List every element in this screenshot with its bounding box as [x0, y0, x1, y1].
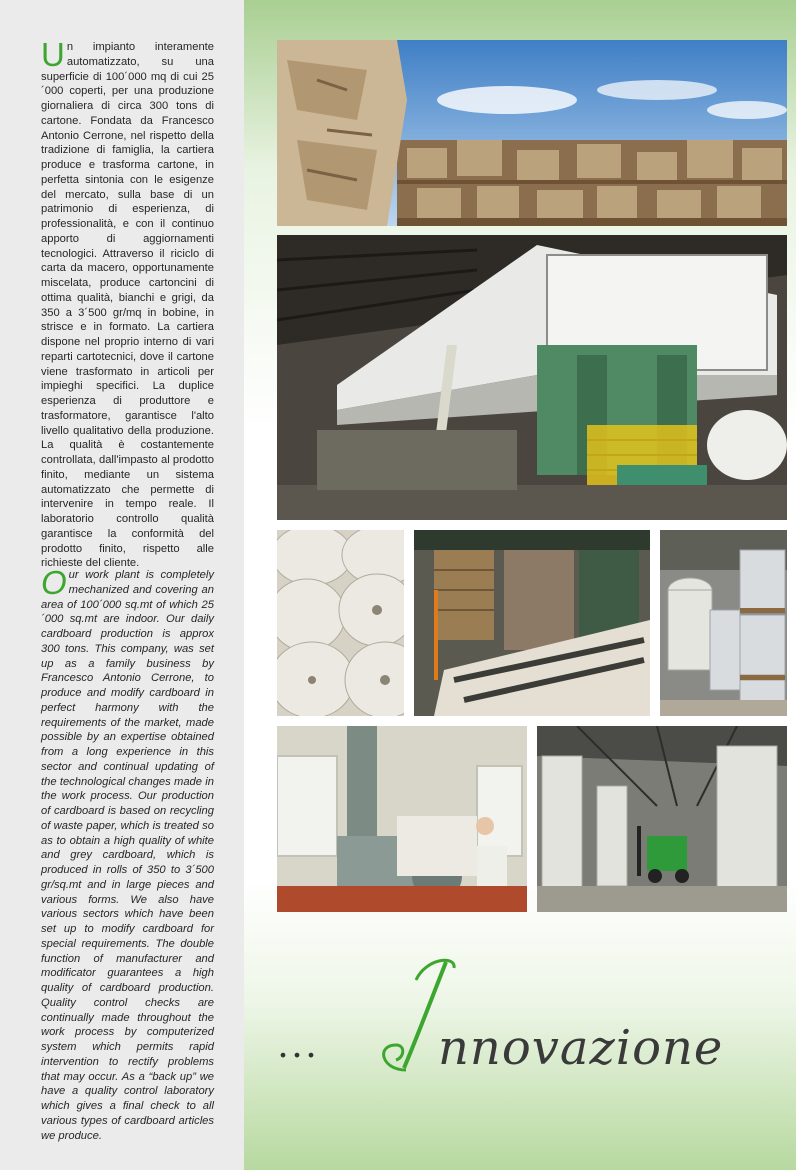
photo-production-line [414, 530, 650, 716]
headline-innovazione [278, 950, 778, 1080]
photo-cutting-machine [277, 726, 527, 912]
photo-warehouse-stacks [660, 530, 787, 716]
english-text [41, 564, 214, 1143]
italian-text [41, 36, 214, 571]
english-body: ur work plant is completely mechanized and covering an area of 100´000 sq.mt of which 25´000 sq.mt are indoor. Our daily cardboard production is approx 300 tons. This company, was set up as a family business by Francesco Antonio Cerrone, to produce and modify cardboard in perfect harmony with the requirements of the market, made possible by an expertise obtained from a long experience in this sector and continual updating of the technological changes made in the work process. Our production of cardboard is based on recycling of waste paper, which is treated so as to obtain a high quality of white and grey cardboard, which is produced in rolls of 350 to 3´500 gr/sq.mt and in large pieces and various forms. We also have various sectors which have been set up to modify cardboard for special requirements. The double function of manufacturer and modificator guarantees a high quality of cardboard production. Quality control checks are continually made throughout the work process by computerized system which permits rapid intervention to rectify problems that may occur. As a “back up” we have a quality control laboratory which gives a final check to all various types of cardboard articles we produce. [41, 569, 214, 1142]
headline-dots: ... [278, 1021, 320, 1066]
italian-body: n impianto interamente automatizzato, su una superficie di 100´000 mq di cui 25´000 coperti, per una produzione giornaliera di circa 300 tons di cartone. Fondata da Francesco Antonio Cerrone, nel rispetto della tradizione di famiglia, la cartiera produce e trasforma cartone, in perfetta sintonia con le esigenze del mercato, sulla base di un patrimonio di esperienza, di professionalità, e con il continuo apporto di aggiornamenti tecnologici. Attraverso il riciclo di carta da macero, opportunamente miscelata, produce cartoncini di ottima qualità, bianchi e grigi, da 350 a 3´500 gr/mq in bobine, in strisce e in formato. La cartiera dispone nel proprio interno di vari reparti cartotecnici, dove il cartone viene trasformato in articoli per impieghi specifici. La duplice esperienza di produttore e trasformatore, garantisce l'alto livello qualitativo della produzione. La qualità è costantemente controllata, dall'impasto al prodotto finito, mediante un sistema automatizzato che permette di intervenire in tempo reale. Il laboratorio controllo qualità garantisce la conformità del prodotto finito, rispetto alle richieste del cliente. [41, 41, 214, 570]
photo-paper-bales [277, 40, 787, 226]
text-sidebar [0, 0, 244, 1170]
english-dropcap: O [41, 564, 67, 601]
italian-dropcap: U [41, 36, 65, 73]
photo-cardboard-rolls [277, 530, 404, 716]
headline-rest: nnovazione [438, 1020, 724, 1076]
photo-forklift-warehouse [537, 726, 787, 912]
photo-paper-machine [277, 235, 787, 520]
headline-word [438, 1008, 723, 1076]
